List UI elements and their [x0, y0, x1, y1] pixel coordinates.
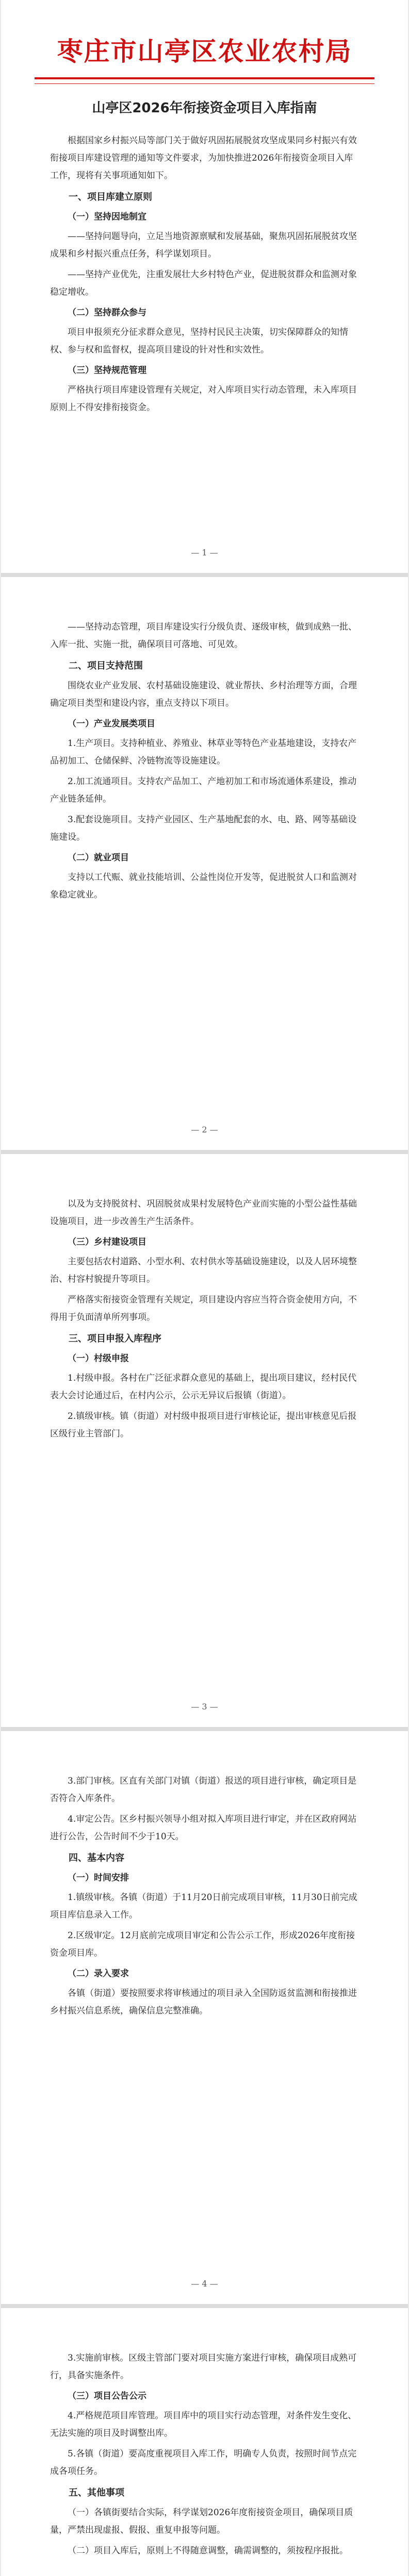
red-divider — [35, 77, 374, 79]
page-2 — [1, 577, 408, 1154]
paragraph: 严格落实衔接资金管理有关规定，项目建设内容应当符合资金使用方向，不得用于负面清单所列事项。 — [50, 1295, 357, 1323]
paragraph: 各镇（街道）要按照要求将审核通过的项目录入全国防返贫监测和衔接推进乡村振兴信息系统，确保信息完整准确。 — [50, 1988, 357, 2016]
page-content — [50, 132, 359, 416]
page-1 — [1, 0, 408, 577]
page-content — [50, 618, 359, 904]
section-heading: 四、基本内容 — [69, 1853, 124, 1863]
section-heading: 二、项目支持范围 — [69, 660, 143, 671]
paragraph: （二）项目入库后，原则上不得随意调整，确需调整的，须按程序报批。 — [68, 2546, 348, 2556]
paragraph: 1.生产项目。支持种植业、养殖业、林草业等特色产业基地建设，支持农产品初加工、仓储保鲜、冷链物流等设施建设。 — [50, 738, 357, 766]
paragraph: 围绕农业产业发展、农村基础设施建设、就业帮扶、乡村治理等方面，合理确定项目类型和建设内容，重点支持以下项目。 — [50, 681, 357, 708]
section-heading: 一、项目库建立原则 — [69, 192, 152, 202]
paragraph: 2.加工流通项目。支持农产品加工、产地初加工和市场流通体系建设，推动产业链条延伸。 — [50, 776, 357, 804]
paragraph: 4.严格规范项目库管理。项目库中的项目实行动态管理，对条件发生变化、无法实施的项目及时调整出库。 — [50, 2411, 357, 2438]
page-4 — [1, 1731, 408, 2308]
page-3 — [1, 1154, 408, 1731]
section-heading: （三）项目公告公示 — [68, 2391, 146, 2401]
paragraph: 2.区级审定。12月底前完成项目审定和公告公示工作，形成2026年度衔接资金项目库。 — [50, 1930, 355, 1958]
page-number: — 2 — — [191, 1125, 218, 1134]
section-heading: 三、项目申报入库程序 — [69, 1333, 161, 1344]
paragraph: 1.村级申报。各村在广泛征求群众意见的基础上，提出项目建议，经村民代表大会讨论通过后，在村内公示，公示无异议后报镇（街道）。 — [50, 1373, 357, 1401]
paragraph: ——坚持问题导向，立足当地资源禀赋和发展基础，聚焦巩固拓展脱贫攻坚成果和乡村振兴重点任务，科学谋划项目。 — [50, 231, 357, 259]
paragraph: 项目申报须充分征求群众意见，坚持村民民主决策，切实保障群众的知情权、参与权和监督权，提高项目建设的针对性和实效性。 — [50, 327, 348, 355]
paragraph: 3.配套设施项目。支持产业园区、生产基地配套的水、电、路、网等基础设施建设。 — [50, 815, 357, 842]
section-heading: （二）录入要求 — [68, 1969, 129, 1979]
section-heading: （二）坚持群众参与 — [68, 308, 146, 318]
document — [1, 0, 408, 2576]
page-content — [50, 1772, 359, 2020]
section-heading: （二）就业项目 — [68, 853, 129, 863]
letterhead-title: 枣庄市山亭区农业农村局 — [57, 37, 352, 66]
paragraph: 严格执行项目库建设管理有关规定，对入库项目实行动态管理，未入库项目原则上不得安排衔接资金。 — [50, 385, 357, 413]
document-title: 山亭区2026年衔接资金项目入库指南 — [92, 100, 317, 116]
section-heading: 五、其他事项 — [69, 2487, 124, 2498]
section-heading: （一）产业发展类项目 — [68, 719, 155, 729]
page-number: — 3 — — [191, 1702, 218, 1711]
paragraph: 3.部门审核。区直有关部门对镇（街道）报送的项目进行审核，确定项目是否符合入库条件。 — [50, 1776, 357, 1804]
section-heading: （一）时间安排 — [68, 1873, 129, 1883]
section-heading: （一）坚持因地制宜 — [68, 212, 146, 222]
page-number: — 1 — — [191, 548, 218, 557]
paragraph: 根据国家乡村振兴局等部门关于做好巩固拓展脱贫攻坚成果同乡村振兴有效衔接项目库建设管理的通知等文件要求，为加快推进2026年衔接资金项目入库工作，现将有关事项通知如下。 — [50, 135, 357, 181]
section-heading: （三）乡村建设项目 — [68, 1237, 146, 1247]
section-heading: （一）村级申报 — [68, 1353, 129, 1364]
section-heading: （三）坚持规范管理 — [68, 365, 146, 376]
page-number: — 4 — — [191, 2279, 218, 2289]
page-content — [50, 2349, 359, 2560]
paragraph: 5.各镇（街道）要高度重视项目入库工作，明确专人负责，按照时间节点完成各项任务。 — [50, 2449, 357, 2477]
paragraph: 3.实施前审核。区级主管部门要对项目实施方案进行审核，确保项目成熟可行，具备实施条件。 — [50, 2353, 357, 2381]
paragraph: 4.审定公告。区乡村振兴领导小组对拟入库项目进行审定，并在区政府网站进行公告，公告时间不少于10天。 — [50, 1814, 357, 1842]
red-divider-thin — [35, 83, 374, 84]
paragraph: 主要包括农村道路、小型水利、农村供水等基础设施建设，以及人居环境整治、村容村貌提升等项目。 — [50, 1257, 357, 1284]
paragraph: ——坚持动态管理，项目库建设实行分级负责、逐级审核，做到成熟一批、入库一批、实施一批，确保项目可落地、可见效。 — [50, 622, 357, 650]
page-content — [50, 1195, 359, 1443]
paragraph: （一）各镇街要结合实际，科学谋划2026年度衔接资金项目，确保项目质量，严禁出现虚报、假报、重复申报等问题。 — [50, 2507, 353, 2535]
paragraph: 2.镇级审核。镇（街道）对村级申报项目进行审核论证，提出审核意见后报区级行业主管部门。 — [50, 1411, 357, 1439]
page-5 — [1, 2308, 408, 2576]
paragraph: 支持以工代赈、就业技能培训、公益性岗位开发等，促进脱贫人口和监测对象稳定就业。 — [50, 872, 357, 900]
paragraph: 以及为支持脱贫村、巩固脱贫成果村发展特色产业而实施的小型公益性基础设施项目，进一步改善生产生活条件。 — [50, 1199, 357, 1227]
paragraph: 1.镇级审核。各镇（街道）于11月20日前完成项目审核，11月30日前完成项目库信息录入工作。 — [50, 1892, 357, 1920]
paragraph: ——坚持产业优先，注重发展壮大乡村特色产业，促进脱贫群众和监测对象稳定增收。 — [50, 269, 357, 297]
